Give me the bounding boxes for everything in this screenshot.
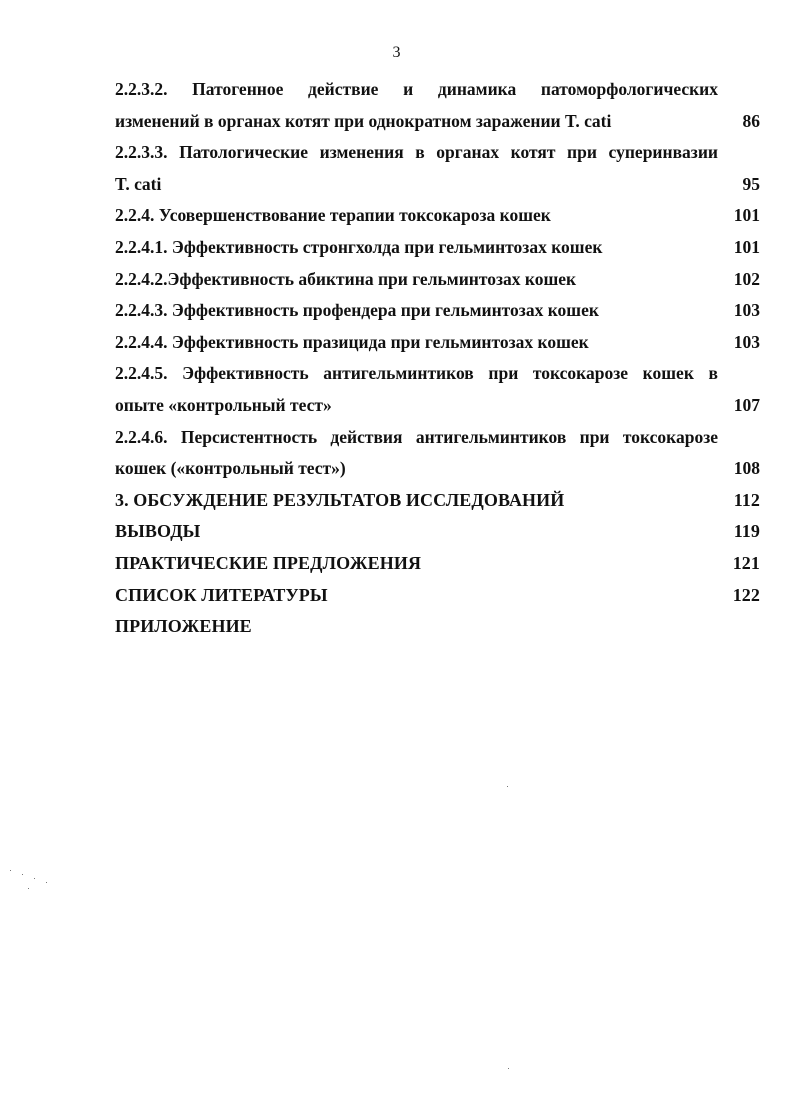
toc-entry-title: 3. ОБСУЖДЕНИЕ РЕЗУЛЬТАТОВ ИССЛЕДОВАНИЙ — [115, 489, 565, 510]
toc-entry-title: опыте «контрольный тест» — [115, 394, 332, 415]
toc-entry — [115, 74, 760, 106]
toc-entry-title: 2.2.4.3. Эффективность профендера при гельминтозах кошек — [115, 300, 599, 321]
toc-entry-title: ВЫВОДЫ — [115, 521, 201, 542]
scan-speck — [28, 888, 29, 889]
toc-entry — [115, 453, 760, 485]
toc-entry-title: T. cati — [115, 173, 162, 194]
scan-speck — [508, 1068, 509, 1069]
toc-section-entry — [115, 516, 760, 548]
toc-section-entry — [115, 611, 760, 643]
toc-entry — [115, 200, 760, 232]
toc-entry — [115, 137, 760, 169]
toc-entry-page: 103 — [733, 300, 760, 321]
toc-entry-page: 107 — [733, 394, 760, 415]
toc-section-entry — [115, 580, 760, 612]
scan-speck — [34, 878, 35, 879]
toc-entry — [115, 232, 760, 264]
toc-section-entry — [115, 485, 760, 517]
toc-entry — [115, 264, 760, 296]
toc-entry-page: 102 — [733, 268, 760, 289]
toc-entry-page: 121 — [732, 552, 760, 573]
toc-entry-title: 2.2.4.2.Эффективность абиктина при гельминтозах кошек — [115, 268, 577, 289]
toc-entry-title: 2.2.3.3. Патологические изменения в органах котят при суперинвазии — [115, 142, 718, 163]
toc-entry-title: ПРАКТИЧЕСКИЕ ПРЕДЛОЖЕНИЯ — [115, 552, 422, 573]
toc-entry — [115, 169, 760, 201]
toc-entry-page: 112 — [733, 489, 760, 510]
toc-entry-title: ПРИЛОЖЕНИЕ — [115, 616, 252, 637]
toc-entry-title: 2.2.4.5. Эффективность антигельминтиков при токсокарозе кошек в — [115, 363, 718, 384]
toc-entry-title: 2.2.4.1. Эффективность стронгхолда при гельминтозах кошек — [115, 236, 603, 257]
toc-section-entry — [115, 548, 760, 580]
scan-speck — [46, 882, 47, 883]
toc-entry-page: 122 — [732, 584, 760, 605]
toc-entry-title: изменений в органах котят при однократном заражении T. cati — [115, 110, 612, 131]
toc-entry-title: СПИСОК ЛИТЕРАТУРЫ — [115, 584, 328, 605]
toc-entry-page: 101 — [733, 205, 760, 226]
toc-entry-title: 2.2.3.2. Патогенное действие и динамика патоморфологических — [115, 79, 718, 99]
table-of-contents — [115, 74, 760, 643]
page-number: 3 — [392, 44, 401, 61]
toc-entry-title: 2.2.4.4. Эффективность празицида при гельминтозах кошек — [115, 331, 589, 352]
toc-entry — [115, 358, 760, 390]
toc-entry-page: 103 — [733, 331, 760, 352]
toc-entry-page: 119 — [733, 521, 760, 542]
toc-entry-title: кошек («контрольный тест») — [115, 458, 346, 479]
toc-entry — [115, 106, 760, 138]
toc-entry-page: 101 — [733, 236, 760, 257]
toc-entry-page: 95 — [742, 173, 760, 194]
toc-entry-page: 108 — [733, 458, 760, 479]
toc-entry-page: 86 — [742, 110, 760, 131]
toc-entry — [115, 295, 760, 327]
toc-entry-title: 2.2.4.6. Персистентность действия антигельминтиков при токсокарозе — [115, 426, 718, 447]
toc-entry — [115, 390, 760, 422]
toc-entry-title: 2.2.4. Усовершенствование терапии токсокароза кошек — [115, 205, 551, 226]
toc-entry — [115, 422, 760, 454]
scan-speck — [10, 870, 11, 871]
scan-speck — [22, 874, 23, 875]
toc-entry — [115, 327, 760, 359]
scan-speck — [507, 786, 508, 787]
